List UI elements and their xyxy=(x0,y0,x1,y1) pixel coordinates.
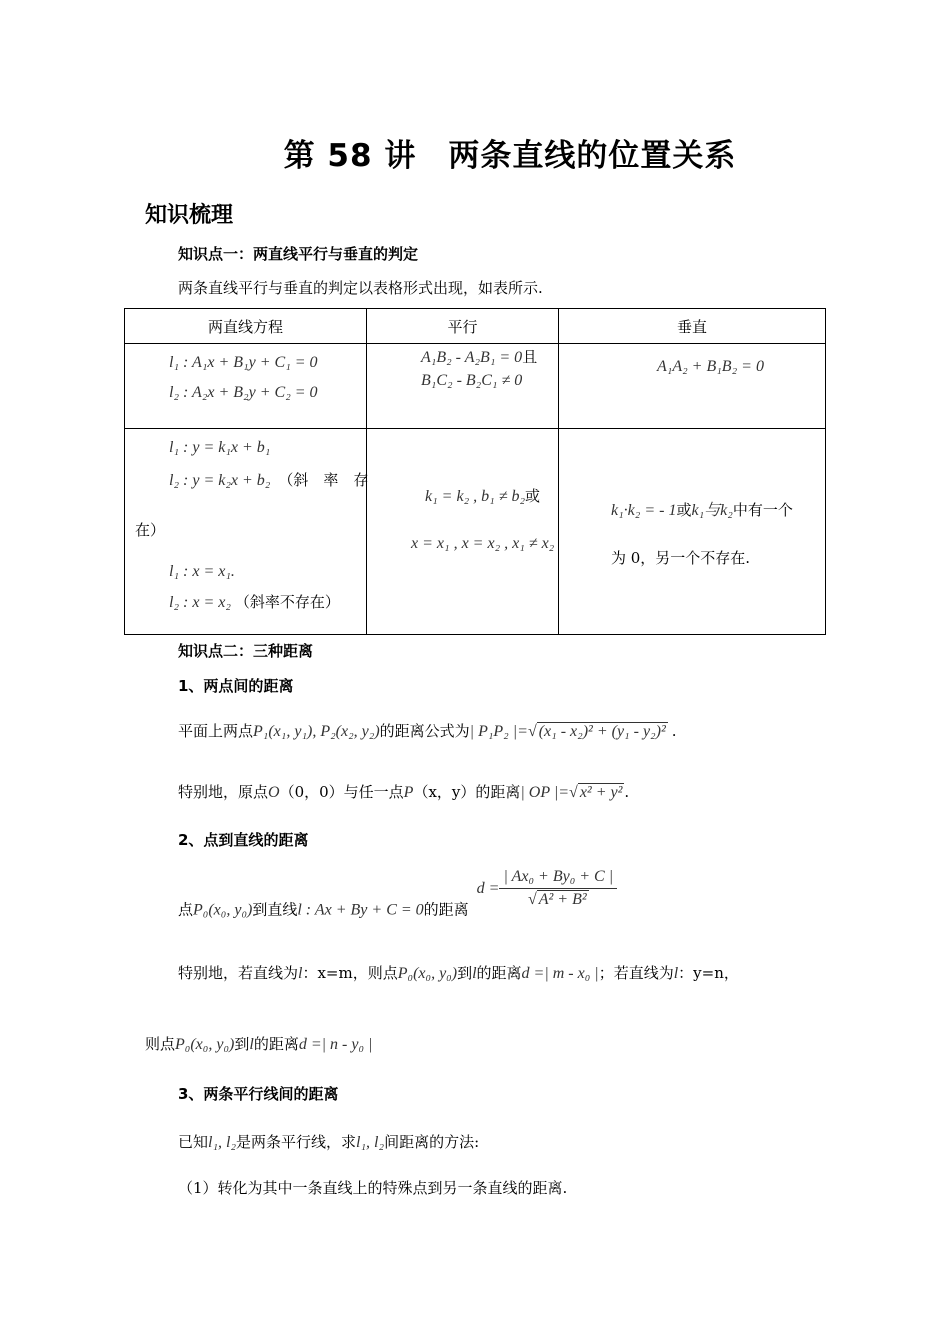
point-line-distance-line: 点P₀(x₀, y₀)到直线l : Ax + By + C = 0的距离d = $\frac{\text{| Ax₀ + By₀ + C |}}{\text{√ A² + B²}}$ xyxy=(178,868,617,920)
eq-l2-general: l₂ : A₂x + B₂y + C₂ = 0 xyxy=(169,384,318,401)
parallel-cond-1: A₁B₂ - A₂B₁ = 0 xyxy=(421,349,523,366)
perp-slope-cond-2: 为 0，另一个不存在. xyxy=(611,549,751,567)
special-case-line-2: 则点P₀(x₀, y₀)到l的距离d =| n - y₀ | xyxy=(145,1035,373,1053)
eq-l1-slope: l₁ : y = k₁x + b₁ xyxy=(169,439,271,456)
slope-exists-note-end: 在） xyxy=(135,521,166,539)
parallel-or: 或 xyxy=(525,487,541,505)
parallel-vertical-cond: x = x₁ , x = x₂ , x₁ ≠ x₂ xyxy=(411,535,555,552)
table-row xyxy=(125,429,826,635)
criteria-table xyxy=(124,308,826,635)
eq-l2-vertical: l₂ : x = x₂ xyxy=(169,594,231,611)
table-header-row xyxy=(125,309,826,344)
kp2-heading: 知识点二：三种距离 xyxy=(178,642,314,660)
distance-radicand: (x₁ - x₂)² + (y₁ - y₂)² xyxy=(538,723,666,740)
line-equation: l : Ax + By + C = 0 xyxy=(297,901,424,919)
slope-exists-note: （斜 率 存 xyxy=(278,471,369,489)
cell-general-equations xyxy=(125,344,367,429)
kp1-heading: 知识点一：两直线平行与垂直的判定 xyxy=(178,245,419,263)
s3-heading: 3、两条平行线间的距离 xyxy=(178,1085,339,1103)
perp-cond-general: A₁A₂ + B₁B₂ = 0 xyxy=(657,358,764,375)
perp-tail: 中有一个 xyxy=(732,501,793,519)
table-row xyxy=(125,344,826,429)
perp-or: 或 xyxy=(676,501,692,519)
special-case-line: 特别地，若直线为l：x=m，则点P₀(x₀, y₀)到l的距离d =| m - x₀ |；若直线为l：y=n， xyxy=(178,964,739,982)
op-formula-lhs: | OP |= xyxy=(520,784,570,801)
s2-heading: 2、点到直线的距离 xyxy=(178,831,309,849)
cell-slope-parallel xyxy=(367,429,559,635)
distance-y-eq: d =| n - y₀ | xyxy=(298,1036,373,1053)
header-perpendicular: 垂直 xyxy=(559,309,826,344)
fraction-numerator: | Ax₀ + By₀ + C | xyxy=(499,868,617,889)
parallel-lines-intro: 已知l₁, l₂是两条平行线，求l₁, l₂间距离的方法: xyxy=(178,1133,480,1151)
header-parallel: 平行 xyxy=(367,309,559,344)
distance-x-eq: d =| m - x₀ | xyxy=(521,965,599,982)
sqrt-symbol: √ xyxy=(527,891,537,908)
eq-l2-slope: l₂ : y = k₂x + b₂ xyxy=(169,472,271,489)
sqrt-symbol: √ xyxy=(527,723,537,740)
sqrt-symbol: √ xyxy=(569,784,578,801)
cell-slope-perp xyxy=(559,429,826,635)
parallel-slope-cond: k₁ = k₂ , b₁ ≠ b₂ xyxy=(425,488,526,505)
s1-heading: 1、两点间的距离 xyxy=(178,677,294,695)
parallel-cond-2: B₁C₂ - B₂C₁ ≠ 0 xyxy=(421,372,523,389)
slope-not-exist-note: （斜率不存在） xyxy=(234,593,340,611)
eq-l1-vertical: l₁ : x = x₁. xyxy=(169,563,235,580)
eq-l1-general: l₁ : A₁x + B₁y + C₁ = 0 xyxy=(169,354,318,371)
method-1: （1）转化为其中一条直线上的特殊点到另一条直线的距离. xyxy=(178,1179,568,1197)
point-p0: P₀(x₀, y₀) xyxy=(193,901,253,919)
page-title: 第 58 讲 两条直线的位置关系 xyxy=(283,138,737,174)
two-points: P₁(x₁, y₁), P₂(x₂, y₂) xyxy=(253,723,380,740)
two-point-distance-line: 平面上两点P₁(x₁, y₁), P₂(x₂, y₂)的距离公式为| P₁P₂ |=√ (x₁ - x₂)² + (y₁ - y₂)² . xyxy=(178,722,677,740)
header-equation: 两直线方程 xyxy=(125,309,367,344)
perp-slope-cond: k₁·k₂ = - 1 xyxy=(611,502,677,519)
section-heading: 知识梳理 xyxy=(145,203,234,228)
op-radicand: x² + y² xyxy=(579,784,623,801)
origin-distance-line: 特别地，原点O（0，0）与任一点P（x，y）的距离| OP |=√ x² + y² . xyxy=(178,783,630,801)
cell-general-parallel xyxy=(367,344,559,429)
kp1-intro: 两条直线平行与垂直的判定以表格形式出现，如表所示. xyxy=(178,279,543,297)
fraction-denominator: A² + B² xyxy=(538,891,587,908)
cell-general-perp xyxy=(559,344,826,429)
cell-slope-equations xyxy=(125,429,367,635)
distance-fraction xyxy=(499,868,617,909)
distance-formula-lhs: | P₁P₂ |= xyxy=(469,723,528,740)
parallel-and: 且 xyxy=(522,348,538,366)
perp-k1-k2: k₁与k₂ xyxy=(691,502,733,519)
